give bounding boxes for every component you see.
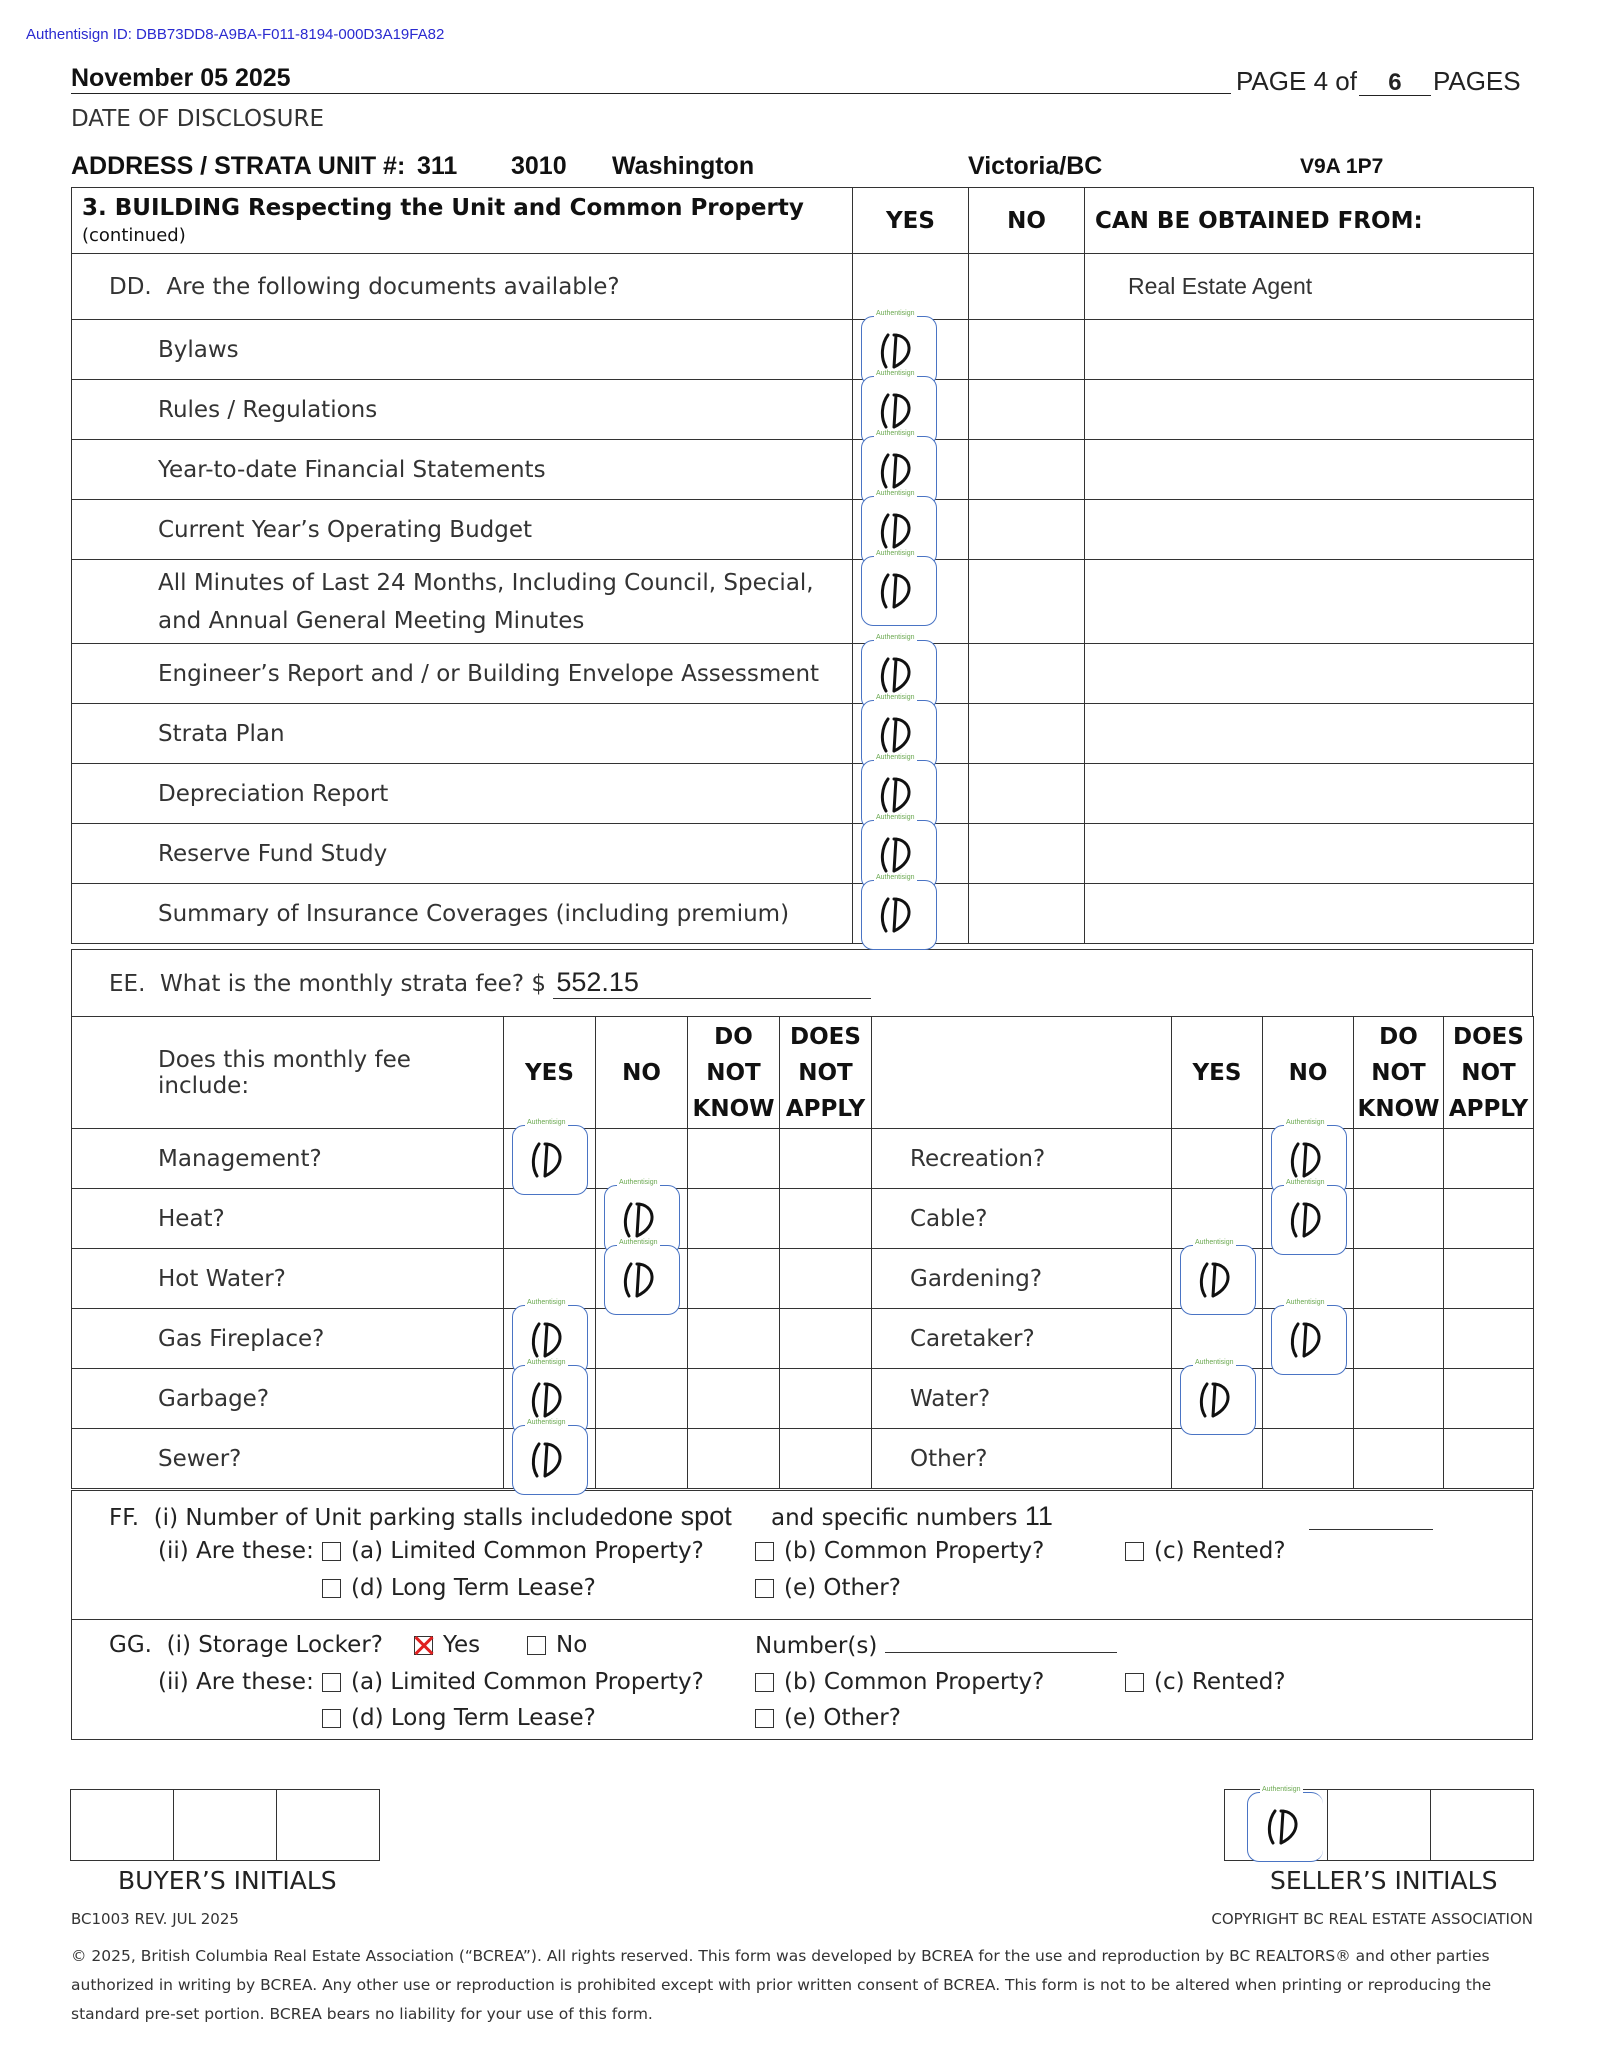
fee-item-label: Sewer? — [72, 1429, 504, 1489]
document-obtain-cell[interactable] — [1085, 884, 1534, 944]
fee-dna-cell[interactable] — [780, 1249, 872, 1309]
document-row — [72, 704, 1534, 764]
fee-yes-cell[interactable] — [504, 1419, 596, 1489]
fee-item-label: Cable? — [872, 1189, 1172, 1249]
fee-dna-cell[interactable] — [1444, 1309, 1534, 1369]
seller-initials-boxes[interactable] — [1224, 1786, 1534, 1861]
col-no-header: NO — [969, 188, 1085, 254]
document-obtain-cell[interactable] — [1085, 440, 1534, 500]
fee-item-label: Heat? — [72, 1189, 504, 1249]
fee-yes-cell[interactable] — [504, 1189, 596, 1249]
gg-yes-checkbox[interactable] — [414, 1636, 433, 1655]
section-title: 3. BUILDING Respecting the Unit and Common Property (continued) — [72, 188, 853, 254]
document-obtain-cell[interactable] — [1085, 500, 1534, 560]
fee-dnk-cell[interactable] — [1354, 1309, 1444, 1369]
document-obtain-cell[interactable] — [1085, 764, 1534, 824]
fee-dnk-cell[interactable] — [688, 1429, 780, 1489]
street-number: 3010 — [511, 152, 567, 180]
ff-option-d[interactable]: (d) Long Term Lease? — [322, 1575, 596, 1601]
fee-no-cell[interactable] — [596, 1309, 688, 1369]
fee-yes-header: YES — [504, 1017, 596, 1129]
document-obtain-cell[interactable] — [1085, 824, 1534, 884]
fee-item-label: Other? — [872, 1429, 1172, 1489]
ff-checkbox-c[interactable] — [1125, 1542, 1144, 1561]
document-name: Engineer’s Report and / or Building Envelope Assessment — [72, 644, 853, 704]
col-yes-header: YES — [853, 188, 969, 254]
form-id: BC1003 REV. JUL 2025 — [71, 1910, 239, 1928]
fee-yes-cell[interactable] — [1172, 1359, 1263, 1429]
document-obtain-cell[interactable] — [1085, 644, 1534, 704]
document-name: All Minutes of Last 24 Months, Including Council, Special, and Annual General Meeting Minutes — [72, 560, 853, 644]
document-initial-signature: Authentisign — [861, 556, 937, 626]
document-obtain-cell[interactable] — [1085, 704, 1534, 764]
ff-checkbox-d[interactable] — [322, 1579, 341, 1598]
document-no-cell[interactable] — [969, 320, 1085, 380]
gg-checkbox-d[interactable] — [322, 1709, 341, 1728]
fee-no-header-right: NO — [1263, 1017, 1354, 1129]
fee-dnk-cell[interactable] — [688, 1129, 780, 1189]
fee-dnk-header-right: DO NOT KNOW — [1354, 1017, 1444, 1129]
document-row — [72, 380, 1534, 440]
document-name: Rules / Regulations — [72, 380, 853, 440]
gg-option-c[interactable]: (c) Rented? — [1125, 1669, 1286, 1695]
city: Victoria/BC — [968, 152, 1103, 180]
ff-option-c[interactable]: (c) Rented? — [1125, 1538, 1286, 1564]
fee-yes-cell[interactable] — [1172, 1129, 1263, 1189]
fee-dnk-cell[interactable] — [1354, 1249, 1444, 1309]
fee-dna-cell[interactable] — [780, 1429, 872, 1489]
fee-no-cell[interactable] — [1263, 1179, 1354, 1249]
fee-item-label: Gas Fireplace? — [72, 1309, 504, 1369]
fee-dna-cell[interactable] — [1444, 1249, 1534, 1309]
ff-option-e[interactable]: (e) Other? — [755, 1575, 901, 1601]
fee-no-cell[interactable] — [1263, 1429, 1354, 1489]
document-no-cell[interactable] — [969, 824, 1085, 884]
fee-initial-signature: Authentisign — [512, 1365, 588, 1435]
page-indicator: PAGE 4 of 6 PAGES — [1236, 66, 1521, 96]
gg-option-e[interactable]: (e) Other? — [755, 1705, 901, 1731]
fee-no-cell[interactable] — [1263, 1299, 1354, 1369]
fee-dna-header: DOES NOT APPLY — [780, 1017, 872, 1129]
fee-dnk-cell[interactable] — [688, 1189, 780, 1249]
fee-no-cell[interactable] — [1263, 1369, 1354, 1429]
ff-option-a[interactable]: (a) Limited Common Property? — [322, 1538, 704, 1564]
fee-row — [72, 1189, 1534, 1249]
gg-checkbox-a[interactable] — [322, 1673, 341, 1692]
parking-stalls-value: one spot — [628, 1501, 732, 1531]
document-name: Strata Plan — [72, 704, 853, 764]
ff-question: FF. (i) Number of Unit parking stalls includedone spot — [109, 1501, 732, 1531]
document-obtain-cell[interactable] — [1085, 320, 1534, 380]
document-name: Reserve Fund Study — [72, 824, 853, 884]
document-name: Year-to-date Financial Statements — [72, 440, 853, 500]
document-initial-signature: Authentisign — [861, 760, 937, 830]
fee-dna-cell[interactable] — [1444, 1129, 1534, 1189]
document-no-cell[interactable] — [969, 380, 1085, 440]
fee-include-label: Does this monthly fee include: — [72, 1017, 504, 1129]
fee-dna-cell[interactable] — [1444, 1429, 1534, 1489]
fee-dna-header-right: DOES NOT APPLY — [1444, 1017, 1534, 1129]
fee-initial-signature: Authentisign — [1271, 1125, 1347, 1195]
gg-no-option[interactable]: No — [527, 1632, 587, 1658]
fee-initial-signature: Authentisign — [1271, 1305, 1347, 1375]
document-yes-cell[interactable] — [853, 550, 969, 644]
gg-numbers-blank[interactable] — [885, 1632, 1117, 1653]
disclosure-date: November 05 2025 — [71, 64, 291, 92]
fee-dna-cell[interactable] — [780, 1129, 872, 1189]
fee-include-table — [71, 1016, 1534, 1489]
fee-yes-cell[interactable] — [504, 1119, 596, 1189]
date-underline — [71, 93, 1231, 94]
fee-item-label: Garbage? — [72, 1369, 504, 1429]
gg-question: GG. (i) Storage Locker? — [109, 1632, 383, 1658]
fee-dnk-cell[interactable] — [688, 1369, 780, 1429]
ff-blank-line — [1309, 1529, 1433, 1530]
documents-table — [71, 187, 1534, 944]
fee-dnk-cell[interactable] — [1354, 1129, 1444, 1189]
buyer-initials-label: BUYER’S INITIALS — [118, 1866, 337, 1895]
document-no-cell[interactable] — [969, 704, 1085, 764]
document-no-cell[interactable] — [969, 884, 1085, 944]
fee-yes-cell[interactable] — [1172, 1239, 1263, 1309]
date-of-disclosure-label: DATE OF DISCLOSURE — [71, 106, 324, 132]
gg-numbers: Number(s) — [755, 1632, 1117, 1659]
gg-no-checkbox[interactable] — [527, 1636, 546, 1655]
fee-dnk-cell[interactable] — [688, 1249, 780, 1309]
address-label: ADDRESS / STRATA UNIT #: — [71, 152, 406, 180]
legal-notice: © 2025, British Columbia Real Estate Association (“BCREA”). All rights reserved. This form was developed by BCREA for the use and reproduction by BC REALTORS® and other parties authorized in writing by BCREA. Any other use or reproduction is prohibited except with prior written consent of BCREA. This form is not to be altered when printing or reproducing the standard pre-set portion. BCREA bears no liability for your use of this form. — [71, 1947, 1492, 2023]
fee-initial-signature: Authentisign — [512, 1125, 588, 1195]
fee-dnk-cell[interactable] — [688, 1309, 780, 1369]
document-name: Summary of Insurance Coverages (including premium) — [72, 884, 853, 944]
gg-option-b[interactable]: (b) Common Property? — [755, 1669, 1044, 1695]
fee-dna-cell[interactable] — [780, 1369, 872, 1429]
document-no-cell[interactable] — [969, 440, 1085, 500]
document-no-cell[interactable] — [969, 500, 1085, 560]
gg-checkbox-c[interactable] — [1125, 1673, 1144, 1692]
document-initial-signature: Authentisign — [861, 640, 937, 710]
fee-initial-signature: Authentisign — [1180, 1245, 1256, 1315]
ff-checkbox-a[interactable] — [322, 1542, 341, 1561]
document-row — [72, 764, 1534, 824]
document-row — [72, 500, 1534, 560]
buyer-initials-boxes[interactable] — [70, 1789, 380, 1861]
fee-initial-signature: Authentisign — [1180, 1365, 1256, 1435]
col-obtain-header: CAN BE OBTAINED FROM: — [1085, 188, 1534, 254]
document-row — [72, 560, 1534, 644]
fee-item-label: Hot Water? — [72, 1249, 504, 1309]
obtain-from-value: Real Estate Agent — [1085, 254, 1534, 320]
fee-row — [72, 1369, 1534, 1429]
fee-item-label: Recreation? — [872, 1129, 1172, 1189]
strata-fee-table — [71, 949, 1533, 1017]
document-obtain-cell[interactable] — [1085, 380, 1534, 440]
document-no-cell[interactable] — [969, 560, 1085, 644]
fee-item-label: Caretaker? — [872, 1309, 1172, 1369]
document-obtain-cell[interactable] — [1085, 560, 1534, 644]
document-name: Depreciation Report — [72, 764, 853, 824]
document-initial-signature: Authentisign — [861, 436, 937, 506]
fee-dna-cell[interactable] — [1444, 1369, 1534, 1429]
document-no-cell[interactable] — [969, 764, 1085, 824]
fee-no-cell[interactable] — [596, 1239, 688, 1309]
parking-storage-block — [71, 1490, 1533, 1740]
document-initial-signature: Authentisign — [861, 376, 937, 446]
ff-specific-numbers: and specific numbers 11 — [771, 1501, 1053, 1531]
street-name: Washington — [612, 152, 755, 180]
copyright: COPYRIGHT BC REAL ESTATE ASSOCIATION — [1211, 1910, 1533, 1928]
document-row — [72, 644, 1534, 704]
fee-no-cell[interactable] — [596, 1369, 688, 1429]
unit-number: 311 — [417, 152, 458, 180]
fee-row — [72, 1429, 1534, 1489]
document-name: Current Year’s Operating Budget — [72, 500, 853, 560]
fee-yes-header-right: YES — [1172, 1017, 1263, 1129]
fee-yes-cell[interactable] — [1172, 1429, 1263, 1489]
fee-initial-signature: Authentisign — [1271, 1185, 1347, 1255]
parking-numbers-value: 11 — [1024, 1501, 1053, 1531]
fee-item-label: Management? — [72, 1129, 504, 1189]
document-row — [72, 884, 1534, 944]
document-initial-signature: Authentisign — [861, 820, 937, 890]
fee-item-label: Water? — [872, 1369, 1172, 1429]
fee-initial-signature: Authentisign — [512, 1305, 588, 1375]
fee-item-label: Gardening? — [872, 1249, 1172, 1309]
fee-dnk-cell[interactable] — [1354, 1189, 1444, 1249]
dd-question: DD. Are the following documents available? — [72, 254, 853, 320]
ff-checkbox-b[interactable] — [755, 1542, 774, 1561]
document-row — [72, 440, 1534, 500]
authentisign-id: Authentisign ID: DBB73DD8-A9BA-F011-8194-000D3A19FA82 — [26, 26, 445, 43]
fee-dnk-cell[interactable] — [1354, 1429, 1444, 1489]
seller-initial-signature: Authentisign — [1247, 1792, 1323, 1862]
document-row — [72, 824, 1534, 884]
fee-no-header: NO — [596, 1017, 688, 1129]
document-initial-signature: Authentisign — [861, 700, 937, 770]
ff-are-these: (ii) Are these: — [158, 1538, 314, 1564]
gg-checkbox-e[interactable] — [755, 1709, 774, 1728]
gg-yes-option[interactable]: Yes — [414, 1632, 480, 1658]
fee-initial-signature: Authentisign — [604, 1245, 680, 1315]
fee-dnk-cell[interactable] — [1354, 1369, 1444, 1429]
document-no-cell[interactable] — [969, 644, 1085, 704]
seller-initials-label: SELLER’S INITIALS — [1270, 1866, 1498, 1895]
ff-option-b[interactable]: (b) Common Property? — [755, 1538, 1044, 1564]
fee-row — [72, 1309, 1534, 1369]
ee-question: EE. What is the monthly strata fee? $ 552.15 — [72, 950, 1533, 1017]
fee-initial-signature: Authentisign — [512, 1425, 588, 1495]
document-yes-cell[interactable] — [853, 874, 969, 944]
ff-checkbox-e[interactable] — [755, 1579, 774, 1598]
document-name: Bylaws — [72, 320, 853, 380]
fee-dna-cell[interactable] — [1444, 1189, 1534, 1249]
strata-fee-amount: 552.15 — [553, 967, 871, 999]
gg-option-d[interactable]: (d) Long Term Lease? — [322, 1705, 596, 1731]
fee-initial-signature: Authentisign — [604, 1185, 680, 1255]
document-initial-signature: Authentisign — [861, 496, 937, 566]
document-row — [72, 320, 1534, 380]
fee-dna-cell[interactable] — [780, 1309, 872, 1369]
gg-checkbox-b[interactable] — [755, 1673, 774, 1692]
gg-option-a[interactable]: (a) Limited Common Property? — [322, 1669, 704, 1695]
fee-dnk-header: DO NOT KNOW — [688, 1017, 780, 1129]
gg-are-these: (ii) Are these: — [158, 1669, 314, 1695]
fee-no-cell[interactable] — [596, 1429, 688, 1489]
document-initial-signature: Authentisign — [861, 880, 937, 950]
fee-dna-cell[interactable] — [780, 1189, 872, 1249]
document-initial-signature: Authentisign — [861, 316, 937, 386]
postal-code: V9A 1P7 — [1300, 155, 1384, 178]
